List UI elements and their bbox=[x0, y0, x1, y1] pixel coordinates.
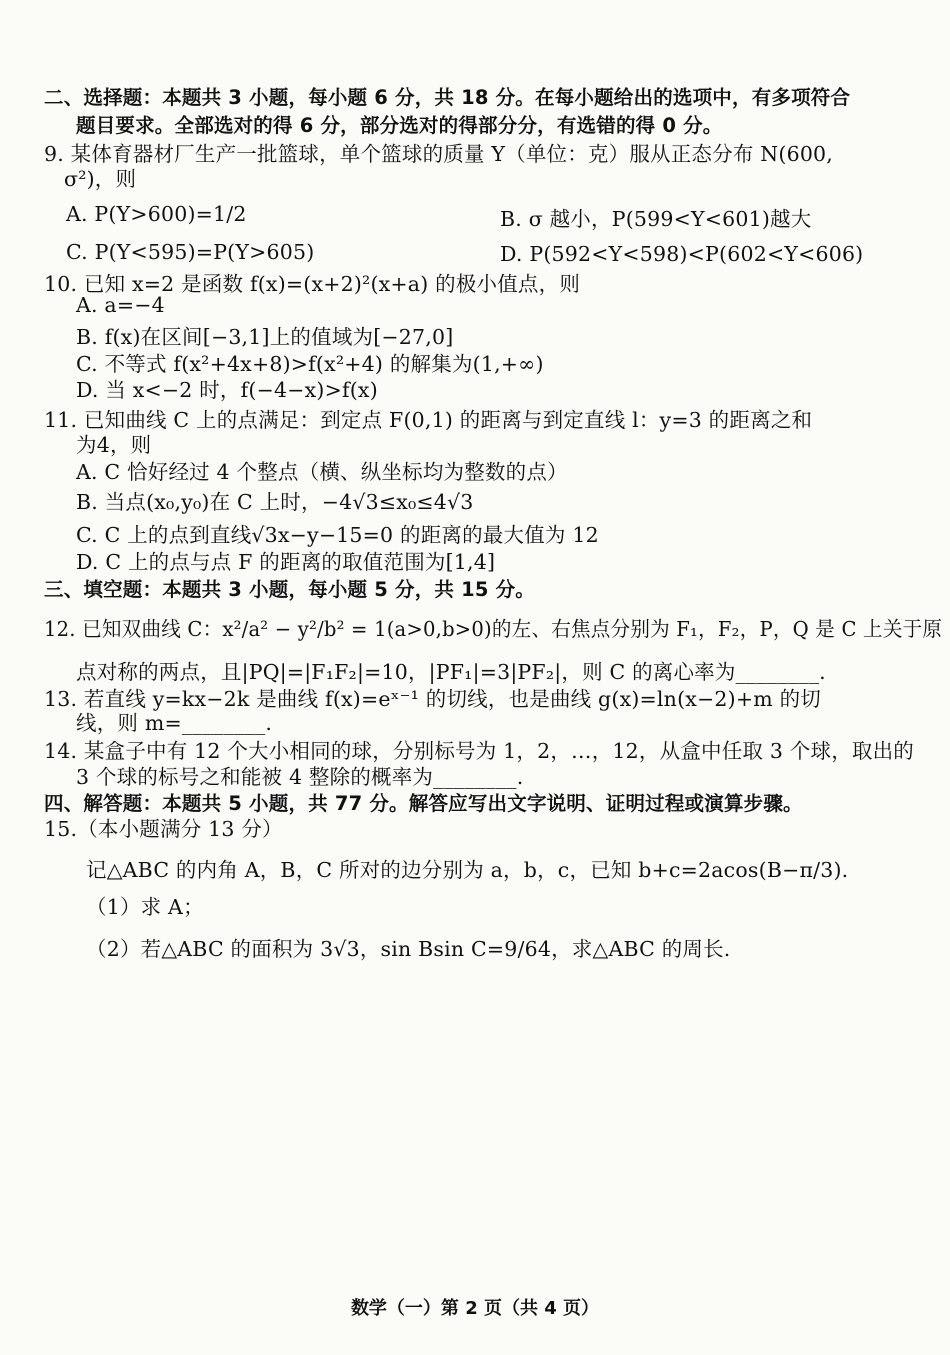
q9-stem-line2: σ²)，则 bbox=[64, 167, 137, 191]
q11-option-c: C. C 上的点到直线√3x−y−15=0 的距离的最大值为 12 bbox=[76, 523, 599, 547]
q9-stem-line1: 9. 某体育器材厂生产一批篮球，单个篮球的质量 Y（单位：克）服从正态分布 N(600, bbox=[44, 142, 834, 166]
q13-line2: 线，则 m=________. bbox=[76, 711, 273, 735]
q15-title: 15.（本小题满分 13 分） bbox=[44, 817, 283, 841]
page-footer: 数学（一）第 2 页（共 4 页） bbox=[350, 1298, 600, 1319]
q14-line1: 14. 某盒子中有 12 个大小相同的球，分别标号为 1，2，…，12，从盒中任取 3 个球，取出的 bbox=[44, 739, 914, 763]
section2-heading-line1: 二、选择题：本题共 3 小题，每小题 6 分，共 18 分。在每小题给出的选项中，有多项符合 bbox=[44, 86, 851, 109]
q9-option-a: A. P(Y>600)=1/2 bbox=[66, 202, 247, 226]
q10-option-c: C. 不等式 f(x²+4x+8)>f(x²+4) 的解集为(1,+∞) bbox=[76, 352, 544, 376]
q14-line2: 3 个球的标号之和能被 4 整除的概率为________. bbox=[76, 765, 524, 789]
q9-option-c: C. P(Y<595)=P(Y>605) bbox=[66, 240, 315, 264]
q11-option-a: A. C 恰好经过 4 个整点（横、纵坐标均为整数的点） bbox=[76, 460, 568, 484]
q12-line1: 12. 已知双曲线 C：x²/a² − y²/b² = 1(a>0,b>0)的左、右焦点分别为 F₁，F₂，P，Q 是 C 上关于原 bbox=[44, 617, 943, 641]
q10-option-a: A. a=−4 bbox=[76, 293, 165, 317]
q15-part2: （2）若△ABC 的面积为 3√3，sin Bsin C=9/64，求△ABC 的周长. bbox=[86, 937, 731, 961]
section3-heading: 三、填空题：本题共 3 小题，每小题 5 分，共 15 分。 bbox=[44, 578, 536, 601]
section2-heading-line2: 题目要求。全部选对的得 6 分，部分选对的得部分分，有选错的得 0 分。 bbox=[76, 114, 723, 137]
q11-option-b: B. 当点(x₀,y₀)在 C 上时，−4√3≤x₀≤4√3 bbox=[76, 490, 474, 514]
q9-option-d: D. P(592<Y<598)<P(602<Y<606) bbox=[500, 242, 864, 266]
q15-part1: （1）求 A； bbox=[86, 895, 204, 919]
q11-stem-line2: 为4，则 bbox=[76, 433, 152, 457]
q13-line1: 13. 若直线 y=kx−2k 是曲线 f(x)=eˣ⁻¹ 的切线，也是曲线 g(x)=ln(x−2)+m 的切 bbox=[44, 687, 821, 711]
q10-stem: 10. 已知 x=2 是函数 f(x)=(x+2)²(x+a) 的极小值点，则 bbox=[44, 272, 581, 296]
q10-option-d: D. 当 x<−2 时，f(−4−x)>f(x) bbox=[76, 378, 378, 402]
q11-stem-line1: 11. 已知曲线 C 上的点满足：到定点 F(0,1) 的距离与到定直线 l：y=3 的距离之和 bbox=[44, 408, 813, 432]
q15-stem: 记△ABC 的内角 A，B，C 所对的边分别为 a，b，c，已知 b+c=2acos(B−π/3). bbox=[86, 858, 849, 882]
q9-option-b: B. σ 越小，P(599<Y<601)越大 bbox=[500, 207, 812, 231]
q10-option-b: B. f(x)在区间[−3,1]上的值域为[−27,0] bbox=[76, 325, 454, 349]
section4-heading: 四、解答题：本题共 5 小题，共 77 分。解答应写出文字说明、证明过程或演算步骤。 bbox=[44, 792, 803, 815]
q11-option-d: D. C 上的点与点 F 的距离的取值范围为[1,4] bbox=[76, 550, 496, 574]
q12-line2: 点对称的两点，且|PQ|=|F₁F₂|=10，|PF₁|=3|PF₂|，则 C 的离心率为________. bbox=[76, 660, 826, 684]
